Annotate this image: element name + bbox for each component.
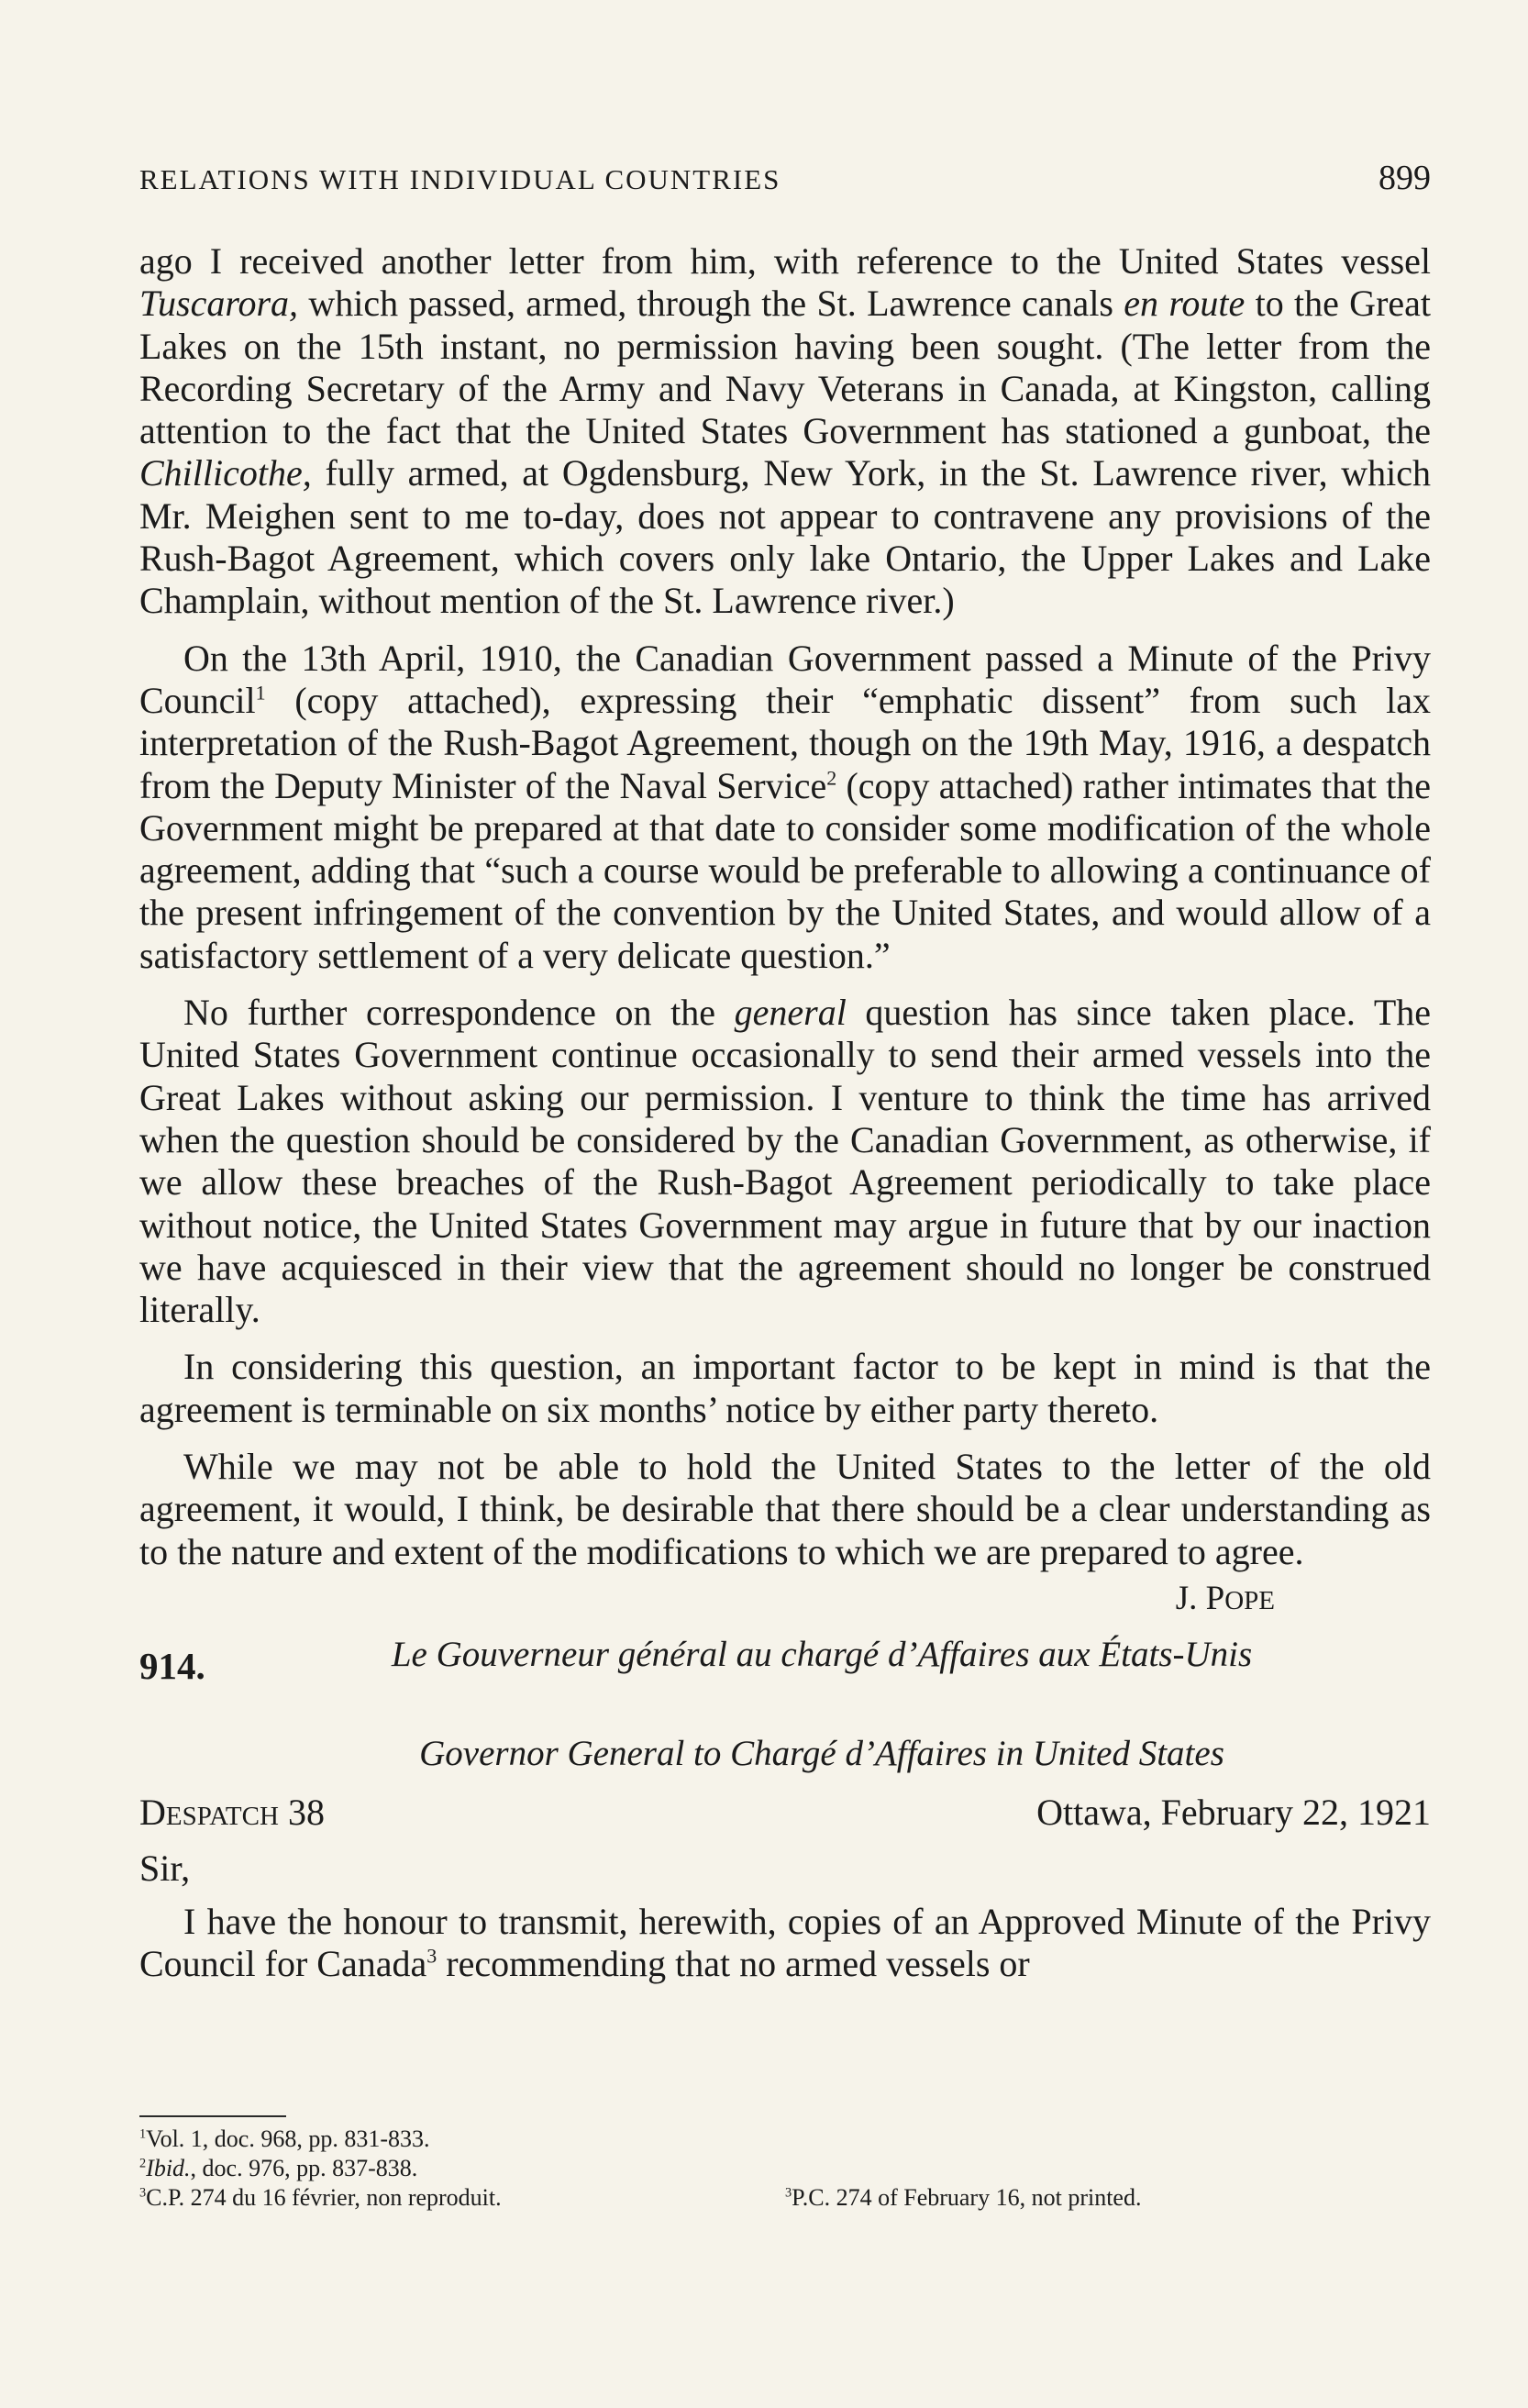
footnote-3-english bbox=[785, 2183, 1431, 2213]
text-run: ago I received another letter from him, with reference to the United States vessel bbox=[139, 240, 1431, 282]
running-title: RELATIONS WITH INDIVIDUAL COUNTRIES bbox=[139, 163, 781, 195]
footnote-mark: 3 bbox=[139, 2185, 147, 2201]
text-run: question has since taken place. The United States Government continue occasionally to send their armed vessels into the Great Lakes without asking our permission. I venture to think the time has arrived when the question should be considered by the Canadian Government, as otherwise, if we allow these breaches of the Rush-Bagot Agreement periodically to take place without notice, the United States Government may argue in future that by our inaction we have acquiesced in their view that the agreement should no longer be construed literally. bbox=[139, 992, 1432, 1331]
salutation: Sir, bbox=[139, 1847, 191, 1889]
text-run: (copy attached) rather intimates that the Government might be prepared at that date to consider some modification of the whole agreement, adding that “such a course would be preferable to allowing a continuance of the present infringement of the convention by the United States, and would allow of a satisfactory settlement of a very delicate question.” bbox=[139, 764, 1431, 976]
footnote-1 bbox=[139, 2125, 1431, 2154]
text-run: No further correspondence on the bbox=[183, 992, 735, 1034]
footnote-text: C.P. 274 du 16 février, non reproduit. bbox=[146, 2184, 502, 2211]
despatch-reference bbox=[139, 1792, 325, 1837]
document-heading bbox=[139, 1625, 1431, 1733]
despatch-line bbox=[139, 1792, 1431, 1837]
document-number: 914. bbox=[139, 1644, 205, 1687]
footnote-text: P.C. 274 of February 16, not printed. bbox=[792, 2184, 1142, 2211]
paragraph-continued bbox=[139, 240, 1431, 623]
text-run: (copy attached), expressing their “emphatic dissent” from such lax interpretation of the Rush-Bagot Agreement, though on the 19th May, 1916, a despatch from the Deputy Minister of the Naval Service bbox=[139, 679, 1431, 806]
text-run: I have the honour to transmit, herewith, copies of an Approved Minute of the Privy Council for Canada bbox=[139, 1900, 1431, 1985]
document-title-english: Governor General to Chargé d’Affaires in United States bbox=[419, 1733, 1224, 1773]
despatch-rest: ESPATCH bbox=[165, 1802, 279, 1832]
footnote-text: , doc. 976, pp. 837-838. bbox=[190, 2155, 418, 2181]
footnote-mark: 2 bbox=[139, 2156, 147, 2171]
document-title-french: Le Gouverneur général au chargé d’Affaires aux États-Unis bbox=[391, 1634, 1253, 1674]
footnotes bbox=[139, 2125, 1431, 2213]
ship-name-chillicothe: Chillicothe, bbox=[139, 452, 312, 494]
text-run: On the 13th April, 1910, the Canadian Government passed a Minute of the Privy Council bbox=[139, 637, 1431, 721]
despatch-number: 38 bbox=[278, 1792, 325, 1834]
place-date: Ottawa, February 22, 1921 bbox=[1036, 1792, 1431, 1834]
signature-rest: OPE bbox=[1224, 1585, 1275, 1615]
paragraph: In considering this question, an important factor to be kept in mind is that the agreement is terminable on six months’ notice by either party thereto. bbox=[139, 1346, 1431, 1430]
page-number: 899 bbox=[1379, 159, 1431, 197]
paragraph bbox=[139, 638, 1431, 977]
footnote-2 bbox=[139, 2154, 1431, 2183]
italic-general: general bbox=[734, 992, 847, 1034]
footnote-text: Vol. 1, doc. 968, pp. 831-833. bbox=[146, 2125, 430, 2152]
footnote-ref-2: 2 bbox=[826, 766, 837, 790]
footnote-ref-1: 1 bbox=[255, 681, 266, 705]
footnote-3-french bbox=[139, 2183, 785, 2213]
footnote-3-row bbox=[139, 2183, 1431, 2213]
footnote-ref-3: 3 bbox=[426, 1944, 437, 1968]
footnote-mark: 1 bbox=[139, 2126, 147, 2142]
footnote-mark: 3 bbox=[785, 2185, 792, 2201]
paragraph bbox=[139, 992, 1431, 1331]
body-text bbox=[139, 240, 1431, 2000]
paragraph: While we may not be able to hold the United States to the letter of the old agreement, it would, I think, be desirable that there should be a clear understanding as to the nature and extent of the modifications to which we are prepared to agree. bbox=[139, 1446, 1431, 1572]
footnote-divider bbox=[139, 2115, 286, 2117]
ship-name-tuscarora: Tuscarora, bbox=[139, 283, 299, 325]
signature bbox=[139, 1579, 1431, 1621]
footnote-ibid: Ibid. bbox=[146, 2155, 191, 2181]
signature-initial: J. P bbox=[1175, 1579, 1225, 1617]
paragraph bbox=[139, 1901, 1431, 1986]
running-head bbox=[139, 158, 1431, 204]
despatch-initial: D bbox=[139, 1792, 166, 1834]
text-run: recommending that no armed vessels or bbox=[437, 1943, 1030, 1985]
text-run: which passed, armed, through the St. Lawrence canals bbox=[298, 283, 1124, 325]
text-run: to the Great Lakes on the 15th instant, no permission having been sought. (The letter from the Recording Secretary of the Army and Navy Veterans in Canada, at Kingston, calling attention to the fact that the United States Government has stationed a gunboat, the bbox=[139, 283, 1432, 452]
text-run: fully armed, at Ogdensburg, New York, in the St. Lawrence river, which Mr. Meighen sent to me to-day, does not appear to contravene any provisions of the Rush-Bagot Agreement, which covers only lake Ontario, the Upper Lakes and Lake Champlain, without mention of the St. Lawrence river.) bbox=[139, 452, 1431, 622]
italic-en-route: en route bbox=[1124, 283, 1246, 325]
